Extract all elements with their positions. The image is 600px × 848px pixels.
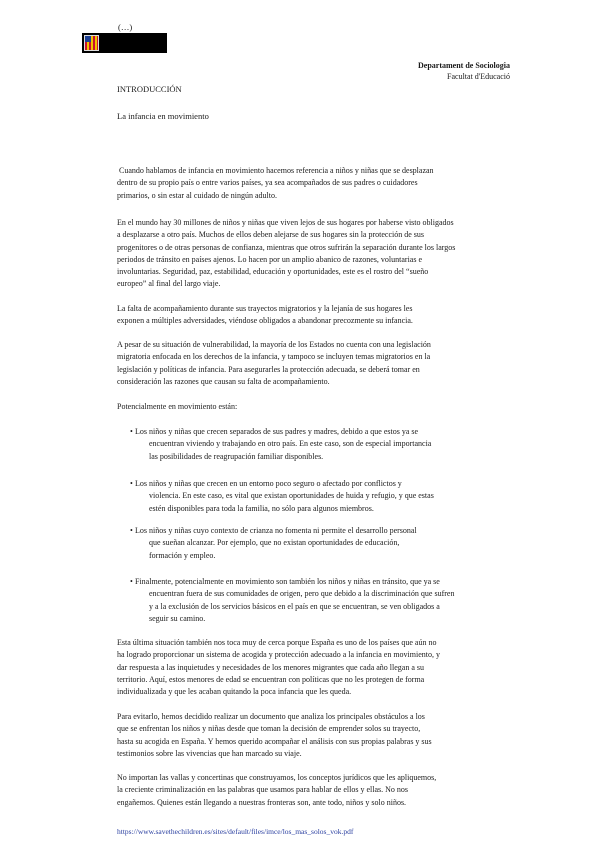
bullet-icon: • — [130, 577, 133, 586]
coat-of-arms-icon — [84, 35, 99, 51]
text-line: a desplazarse a otro país. Muchos de ellos deben alejarse de sus hogares sin la protección de sus — [117, 230, 425, 240]
department-name: Departament de Sociologia — [418, 61, 510, 70]
page-ellipsis: (…) — [118, 22, 133, 32]
section-subtitle: La infancia en movimiento — [117, 111, 209, 121]
text-line: No importan las vallas y concertinas que construyamos, los conceptos jurídicos que les apliquemos, — [117, 773, 437, 782]
text-line: periodos de tránsito en países ajenos. Lo hacen por un amplio abanico de razones, voluntarias e — [117, 254, 423, 264]
list-item — [130, 525, 495, 562]
text-line: testimonios sobre las vivencias que han marcado su viaje. — [117, 748, 302, 758]
text-line: A pesar de su situación de vulnerabilidad, la mayoría de los Estados no cuenta con una legislación — [117, 340, 431, 349]
source-link[interactable]: https://www.savethechildren.es/sites/default/files/imce/los_mas_solos_vok.pdf — [117, 827, 354, 836]
faculty-name: Facultat d'Educació — [447, 72, 510, 81]
list-item — [130, 478, 495, 515]
text-line: involuntarias. Seguridad, paz, estabilidad, educación y oportunidades, este es el rostro del “sueño — [117, 267, 429, 277]
text-line: legislación y políticas de infancia. Para asegurarles la protección adecuada, se deberá tomar en — [117, 364, 420, 374]
list-item — [130, 576, 495, 625]
text-line: dentro de su propio país o entre varios países, ya sea acompañados de sus padres o cuidadores — [117, 178, 418, 188]
paragraph-1 — [117, 165, 489, 202]
text-line: Los niños y niñas que crecen separados de sus padres y madres, debido a que estos ya se — [135, 427, 419, 436]
text-line: exponen a múltiples adversidades, viéndose obligados a abandonar precozmente su infancia. — [117, 316, 413, 326]
paragraph-4 — [117, 339, 489, 388]
text-line: las posibilidades de reagrupación familiar disponibles. — [149, 451, 324, 461]
text-line: primarios, o sin estar al cuidado de ningún adulto. — [117, 190, 277, 200]
text-line: La falta de acompañamiento durante sus trayectos migratorios y la lejanía de sus hogares les — [117, 304, 413, 313]
paragraph-8 — [117, 772, 489, 809]
text-line: Los niños y niñas cuyo contexto de crianza no fomenta ni permite el desarrollo personal — [135, 526, 417, 535]
text-line: Los niños y niñas que crecen en un entorno poco seguro o afectado por conflictos y — [135, 479, 402, 488]
text-line: formación y empleo. — [149, 550, 216, 560]
bullet-icon: • — [130, 427, 133, 436]
paragraph-3 — [117, 303, 489, 328]
bullet-icon: • — [130, 479, 133, 488]
text-line: Esta última situación también nos toca muy de cerca porque España es uno de los países que aún no — [117, 638, 437, 647]
text-line: la creciente criminalización en las palabras que usamos para hablar de ellos y ellas. No nos — [117, 785, 408, 795]
paragraph-2 — [117, 217, 489, 291]
text-line: dar respuesta a las inquietudes y necesidades de los menores migrantes que cada año llegan a su — [117, 662, 425, 672]
list-item — [130, 426, 495, 463]
text-line: territorio. Aquí, estos menores de edad se encuentran con políticas que no les protegen de forma — [117, 674, 425, 684]
text-line: Potencialmente en movimiento están: — [117, 402, 238, 411]
university-logo — [82, 33, 167, 53]
text-line: En el mundo hay 30 millones de niños y niñas que viven lejos de sus hogares por haberse visto obligados — [117, 218, 454, 227]
text-line: progenitores o de otras personas de confianza, mientras que otros sufrirán la separación durante los largos — [117, 242, 456, 252]
text-line: Finalmente, potencialmente en movimiento son también los niños y niñas en tránsito, que ya se — [135, 577, 440, 586]
text-line: y a la exclusión de los servicios básicos en el país en que se encuentran, se ven obligados a — [149, 601, 440, 611]
text-line: violencia. En este caso, es vital que existan oportunidades de huida y refugio, y que estas — [149, 491, 434, 501]
text-line: encuentran viviendo y trabajando en otro país. En este caso, son de especial importancia — [149, 439, 432, 449]
text-line: que se enfrentan los niños y niñas desde que toman la decisión de emprender solos su trayecto, — [117, 724, 421, 734]
text-line: encuentran fuera de sus comunidades de origen, pero que debido a la discriminación que sufren — [149, 589, 455, 599]
text-line: Para evitarlo, hemos decidido realizar un documento que analiza los principales obstáculos a los — [117, 712, 425, 721]
text-line: Cuando hablamos de infancia en movimiento hacemos referencia a niños y niñas que se desplazan — [119, 166, 434, 175]
text-line: individualizada y que les acaban quitando la poca infancia que les queda. — [117, 687, 352, 697]
text-line: que sueñan alcanzar. Por ejemplo, que no existan oportunidades de educación, — [149, 538, 400, 548]
text-line: migratoria enfocada en los derechos de la infancia, y tampoco se incluyen temas migratorios en la — [117, 352, 431, 362]
text-line: engañemos. Quienes están llegando a nuestras fronteras son, ante todo, niños y solo niños. — [117, 797, 407, 807]
text-line: ha logrado proporcionar un sistema de acogida y protección adecuado a la infancia en movimiento, y — [117, 650, 440, 660]
text-line: seguir su camino. — [149, 613, 206, 623]
paragraph-5 — [117, 401, 489, 413]
paragraph-7 — [117, 711, 489, 760]
text-line: consideración las razones que causan su falta de acompañamiento. — [117, 376, 330, 386]
text-line: europeo” al final del largo viaje. — [117, 279, 221, 289]
text-line: hasta su acogida en España. Y hemos querido acompañar el análisis con sus propias palabras y sus — [117, 736, 432, 746]
paragraph-6 — [117, 637, 489, 698]
bullet-icon: • — [130, 526, 133, 535]
document-title: INTRODUCCIÓN — [117, 84, 182, 94]
text-line: estén disponibles para toda la familia, no sólo para algunos miembros. — [149, 503, 374, 513]
